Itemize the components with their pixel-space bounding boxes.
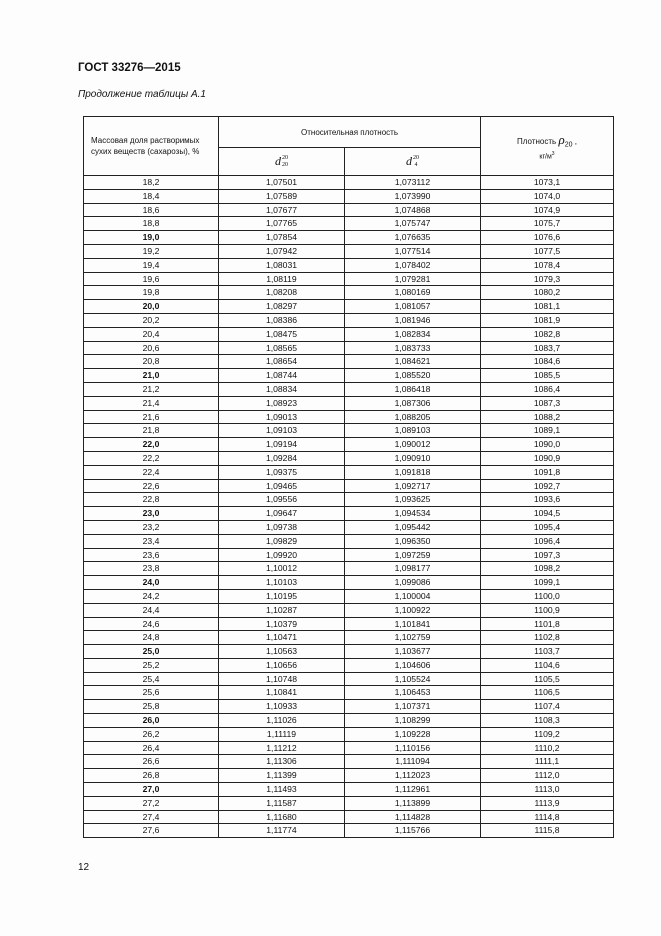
cell-mass-fraction: 25,2 <box>84 658 219 672</box>
cell-d20-4: 1,083733 <box>345 341 481 355</box>
cell-d20-20: 1,10103 <box>219 576 345 590</box>
table-row <box>84 272 614 286</box>
cell-d20-20: 1,08208 <box>219 286 345 300</box>
table-row <box>84 231 614 245</box>
cell-d20-4: 1,111094 <box>345 755 481 769</box>
cell-mass-fraction: 21,4 <box>84 396 219 410</box>
table-row <box>84 548 614 562</box>
cell-d20-20: 1,08923 <box>219 396 345 410</box>
cell-d20-20: 1,10287 <box>219 603 345 617</box>
cell-density: 1113,9 <box>481 796 614 810</box>
cell-d20-4: 1,100004 <box>345 589 481 603</box>
rho-symbol: ρ <box>558 131 565 147</box>
cell-density: 1089,1 <box>481 424 614 438</box>
cell-mass-fraction: 20,2 <box>84 313 219 327</box>
table-row <box>84 451 614 465</box>
cell-density: 1107,4 <box>481 700 614 714</box>
cell-mass-fraction: 20,4 <box>84 327 219 341</box>
table-row <box>84 438 614 452</box>
cell-mass-fraction: 23,2 <box>84 520 219 534</box>
header-mass-fraction: Массовая доля растворимых сухих веществ (сахарозы), % <box>84 117 219 176</box>
cell-d20-20: 1,08386 <box>219 313 345 327</box>
cell-mass-fraction: 21,6 <box>84 410 219 424</box>
cell-density: 1077,5 <box>481 244 614 258</box>
cell-d20-20: 1,11493 <box>219 783 345 797</box>
cell-density: 1086,4 <box>481 382 614 396</box>
table-row <box>84 796 614 810</box>
cell-mass-fraction: 18,2 <box>84 176 219 190</box>
cell-d20-4: 1,112961 <box>345 783 481 797</box>
table-row <box>84 714 614 728</box>
cell-mass-fraction: 26,2 <box>84 727 219 741</box>
cell-d20-20: 1,09920 <box>219 548 345 562</box>
cell-density: 1102,8 <box>481 631 614 645</box>
cell-d20-4: 1,091818 <box>345 465 481 479</box>
cell-d20-4: 1,090012 <box>345 438 481 452</box>
cell-d20-20: 1,07677 <box>219 203 345 217</box>
density-label: Плотность <box>517 136 557 146</box>
cell-density: 1083,7 <box>481 341 614 355</box>
cell-d20-4: 1,113899 <box>345 796 481 810</box>
cell-mass-fraction: 18,6 <box>84 203 219 217</box>
cell-density: 1106,5 <box>481 686 614 700</box>
cell-mass-fraction: 25,4 <box>84 672 219 686</box>
table-row <box>84 645 614 659</box>
cell-d20-20: 1,08654 <box>219 355 345 369</box>
cell-d20-20: 1,08297 <box>219 300 345 314</box>
table-row <box>84 520 614 534</box>
cell-mass-fraction: 26,8 <box>84 769 219 783</box>
table-row <box>84 824 614 838</box>
cell-d20-20: 1,08031 <box>219 258 345 272</box>
cell-d20-20: 1,11119 <box>219 727 345 741</box>
cell-density: 1095,4 <box>481 520 614 534</box>
cell-d20-20: 1,11774 <box>219 824 345 838</box>
cell-d20-4: 1,084621 <box>345 355 481 369</box>
cell-mass-fraction: 21,8 <box>84 424 219 438</box>
table-row <box>84 783 614 797</box>
cell-density: 1084,6 <box>481 355 614 369</box>
cell-d20-20: 1,10012 <box>219 562 345 576</box>
cell-mass-fraction: 24,2 <box>84 589 219 603</box>
cell-d20-20: 1,09738 <box>219 520 345 534</box>
cell-d20-20: 1,10563 <box>219 645 345 659</box>
table-row <box>84 700 614 714</box>
cell-density: 1074,9 <box>481 203 614 217</box>
cell-d20-20: 1,10471 <box>219 631 345 645</box>
cell-d20-20: 1,07854 <box>219 231 345 245</box>
cell-d20-20: 1,10748 <box>219 672 345 686</box>
table-continuation-caption: Продолжение таблицы А.1 <box>78 89 206 100</box>
cell-d20-20: 1,10379 <box>219 617 345 631</box>
cell-d20-20: 1,09194 <box>219 438 345 452</box>
cell-density: 1074,0 <box>481 189 614 203</box>
cell-d20-20: 1,10841 <box>219 686 345 700</box>
cell-d20-4: 1,106453 <box>345 686 481 700</box>
cell-d20-20: 1,08475 <box>219 327 345 341</box>
cell-mass-fraction: 23,8 <box>84 562 219 576</box>
cell-d20-4: 1,099086 <box>345 576 481 590</box>
table-row <box>84 313 614 327</box>
cell-d20-20: 1,11680 <box>219 810 345 824</box>
cell-density: 1073,1 <box>481 176 614 190</box>
table-row <box>84 424 614 438</box>
cell-d20-4: 1,073112 <box>345 176 481 190</box>
cell-mass-fraction: 27,4 <box>84 810 219 824</box>
cell-d20-4: 1,073990 <box>345 189 481 203</box>
cell-d20-4: 1,092717 <box>345 479 481 493</box>
cell-d20-20: 1,07501 <box>219 176 345 190</box>
table-body <box>84 176 614 838</box>
cell-density: 1078,4 <box>481 258 614 272</box>
cell-d20-4: 1,087306 <box>345 396 481 410</box>
cell-density: 1115,8 <box>481 824 614 838</box>
cell-density: 1100,9 <box>481 603 614 617</box>
cell-density: 1091,8 <box>481 465 614 479</box>
cell-mass-fraction: 27,6 <box>84 824 219 838</box>
cell-d20-4: 1,094534 <box>345 507 481 521</box>
table-row <box>84 300 614 314</box>
cell-density: 1114,8 <box>481 810 614 824</box>
symbol-indices <box>282 155 288 169</box>
table-row <box>84 382 614 396</box>
density-unit <box>481 151 613 160</box>
cell-d20-4: 1,075747 <box>345 217 481 231</box>
cell-mass-fraction: 18,8 <box>84 217 219 231</box>
cell-d20-20: 1,08119 <box>219 272 345 286</box>
cell-d20-4: 1,076635 <box>345 231 481 245</box>
cell-d20-20: 1,11587 <box>219 796 345 810</box>
cell-mass-fraction: 24,4 <box>84 603 219 617</box>
table-row <box>84 534 614 548</box>
table-row <box>84 727 614 741</box>
header-d20-20 <box>219 148 345 176</box>
table-row <box>84 286 614 300</box>
cell-density: 1082,8 <box>481 327 614 341</box>
cell-d20-4: 1,096350 <box>345 534 481 548</box>
unit-text: кг/м <box>539 153 552 161</box>
cell-mass-fraction: 27,2 <box>84 796 219 810</box>
cell-d20-4: 1,081057 <box>345 300 481 314</box>
cell-mass-fraction: 19,2 <box>84 244 219 258</box>
cell-density: 1113,0 <box>481 783 614 797</box>
cell-density: 1110,2 <box>481 741 614 755</box>
table-row <box>84 769 614 783</box>
cell-d20-4: 1,090910 <box>345 451 481 465</box>
table-header <box>84 117 614 176</box>
table-row <box>84 672 614 686</box>
table-row <box>84 410 614 424</box>
cell-density: 1080,2 <box>481 286 614 300</box>
header-relative-density: Относительная плотность <box>219 117 481 148</box>
table-row <box>84 810 614 824</box>
cell-d20-4: 1,100922 <box>345 603 481 617</box>
cell-density: 1087,3 <box>481 396 614 410</box>
cell-mass-fraction: 20,0 <box>84 300 219 314</box>
cell-d20-4: 1,110156 <box>345 741 481 755</box>
table-row <box>84 465 614 479</box>
cell-mass-fraction: 20,8 <box>84 355 219 369</box>
cell-mass-fraction: 24,8 <box>84 631 219 645</box>
table-row <box>84 327 614 341</box>
cell-density: 1097,3 <box>481 548 614 562</box>
cell-density: 1104,6 <box>481 658 614 672</box>
cell-d20-4: 1,086418 <box>345 382 481 396</box>
cell-mass-fraction: 27,0 <box>84 783 219 797</box>
cell-d20-4: 1,081946 <box>345 313 481 327</box>
cell-d20-4: 1,108299 <box>345 714 481 728</box>
cell-mass-fraction: 18,4 <box>84 189 219 203</box>
cell-d20-20: 1,09284 <box>219 451 345 465</box>
cell-d20-20: 1,07589 <box>219 189 345 203</box>
table-row <box>84 479 614 493</box>
cell-d20-20: 1,10195 <box>219 589 345 603</box>
cell-mass-fraction: 22,0 <box>84 438 219 452</box>
cell-mass-fraction: 22,2 <box>84 451 219 465</box>
cell-d20-20: 1,08744 <box>219 369 345 383</box>
cell-density: 1109,2 <box>481 727 614 741</box>
cell-d20-20: 1,08565 <box>219 341 345 355</box>
symbol-sup: 20 <box>413 154 419 161</box>
cell-d20-4: 1,089103 <box>345 424 481 438</box>
symbol-indices <box>413 155 419 169</box>
table-row <box>84 217 614 231</box>
cell-mass-fraction: 22,4 <box>84 465 219 479</box>
cell-mass-fraction: 23,0 <box>84 507 219 521</box>
cell-density: 1088,2 <box>481 410 614 424</box>
cell-d20-4: 1,080169 <box>345 286 481 300</box>
cell-d20-20: 1,09829 <box>219 534 345 548</box>
header-density <box>481 117 614 176</box>
cell-density: 1096,4 <box>481 534 614 548</box>
cell-mass-fraction: 19,6 <box>84 272 219 286</box>
cell-d20-20: 1,10933 <box>219 700 345 714</box>
cell-density: 1081,1 <box>481 300 614 314</box>
cell-d20-4: 1,103677 <box>345 645 481 659</box>
cell-mass-fraction: 23,6 <box>84 548 219 562</box>
table-row <box>84 369 614 383</box>
symbol-d20-20 <box>275 154 288 169</box>
cell-d20-20: 1,11399 <box>219 769 345 783</box>
cell-density: 1099,1 <box>481 576 614 590</box>
cell-d20-4: 1,077514 <box>345 244 481 258</box>
cell-d20-4: 1,097259 <box>345 548 481 562</box>
cell-d20-4: 1,079281 <box>345 272 481 286</box>
cell-density: 1105,5 <box>481 672 614 686</box>
cell-d20-20: 1,07765 <box>219 217 345 231</box>
cell-d20-20: 1,09013 <box>219 410 345 424</box>
table-row <box>84 741 614 755</box>
cell-density: 1094,5 <box>481 507 614 521</box>
unit-exponent: 3 <box>551 151 555 158</box>
cell-density: 1075,7 <box>481 217 614 231</box>
cell-mass-fraction: 19,8 <box>84 286 219 300</box>
cell-density: 1076,6 <box>481 231 614 245</box>
cell-mass-fraction: 22,6 <box>84 479 219 493</box>
table-row <box>84 686 614 700</box>
cell-d20-4: 1,095442 <box>345 520 481 534</box>
table-row <box>84 355 614 369</box>
cell-d20-4: 1,093625 <box>345 493 481 507</box>
table-row <box>84 631 614 645</box>
cell-density: 1112,0 <box>481 769 614 783</box>
cell-density: 1081,9 <box>481 313 614 327</box>
cell-density: 1108,3 <box>481 714 614 728</box>
cell-mass-fraction: 19,4 <box>84 258 219 272</box>
cell-d20-4: 1,107371 <box>345 700 481 714</box>
cell-density: 1111,1 <box>481 755 614 769</box>
cell-mass-fraction: 21,2 <box>84 382 219 396</box>
cell-mass-fraction: 22,8 <box>84 493 219 507</box>
table-row <box>84 258 614 272</box>
cell-mass-fraction: 25,8 <box>84 700 219 714</box>
symbol-sub: 20 <box>282 161 288 168</box>
cell-d20-4: 1,102759 <box>345 631 481 645</box>
cell-mass-fraction: 24,6 <box>84 617 219 631</box>
symbol-base: d <box>275 154 281 168</box>
cell-d20-4: 1,074868 <box>345 203 481 217</box>
cell-density: 1093,6 <box>481 493 614 507</box>
cell-mass-fraction: 23,4 <box>84 534 219 548</box>
cell-d20-4: 1,088205 <box>345 410 481 424</box>
rho-subscript: 20 <box>564 141 573 149</box>
cell-mass-fraction: 25,6 <box>84 686 219 700</box>
table-row <box>84 589 614 603</box>
table-row <box>84 658 614 672</box>
cell-d20-4: 1,114828 <box>345 810 481 824</box>
cell-d20-4: 1,085520 <box>345 369 481 383</box>
cell-d20-20: 1,09103 <box>219 424 345 438</box>
cell-d20-20: 1,09465 <box>219 479 345 493</box>
cell-density: 1101,8 <box>481 617 614 631</box>
cell-d20-4: 1,105524 <box>345 672 481 686</box>
cell-d20-20: 1,11026 <box>219 714 345 728</box>
symbol-sub: 4 <box>414 161 418 168</box>
table-row <box>84 176 614 190</box>
density-table <box>83 116 614 838</box>
symbol-base: d <box>406 154 412 168</box>
cell-d20-20: 1,09647 <box>219 507 345 521</box>
cell-density: 1090,0 <box>481 438 614 452</box>
cell-mass-fraction: 21,0 <box>84 369 219 383</box>
cell-d20-4: 1,101841 <box>345 617 481 631</box>
cell-mass-fraction: 25,0 <box>84 645 219 659</box>
cell-mass-fraction: 20,6 <box>84 341 219 355</box>
density-comma: , <box>574 136 577 146</box>
cell-density: 1085,5 <box>481 369 614 383</box>
cell-d20-20: 1,11306 <box>219 755 345 769</box>
cell-mass-fraction: 26,6 <box>84 755 219 769</box>
cell-d20-20: 1,09375 <box>219 465 345 479</box>
table-row <box>84 189 614 203</box>
table-row <box>84 396 614 410</box>
table-row <box>84 617 614 631</box>
cell-d20-4: 1,082834 <box>345 327 481 341</box>
cell-mass-fraction: 24,0 <box>84 576 219 590</box>
cell-d20-20: 1,10656 <box>219 658 345 672</box>
table-row <box>84 341 614 355</box>
cell-density: 1098,2 <box>481 562 614 576</box>
table-row <box>84 562 614 576</box>
table-row <box>84 203 614 217</box>
table-row <box>84 507 614 521</box>
cell-d20-20: 1,08834 <box>219 382 345 396</box>
cell-d20-4: 1,109228 <box>345 727 481 741</box>
cell-d20-4: 1,112023 <box>345 769 481 783</box>
cell-d20-4: 1,098177 <box>345 562 481 576</box>
cell-mass-fraction: 26,4 <box>84 741 219 755</box>
standard-title: ГОСТ 33276—2015 <box>78 62 181 74</box>
page-number: 12 <box>78 862 90 873</box>
table-row <box>84 493 614 507</box>
cell-density: 1092,7 <box>481 479 614 493</box>
cell-d20-4: 1,115766 <box>345 824 481 838</box>
table-row <box>84 603 614 617</box>
table-row <box>84 244 614 258</box>
cell-mass-fraction: 19,0 <box>84 231 219 245</box>
cell-d20-20: 1,07942 <box>219 244 345 258</box>
cell-density: 1103,7 <box>481 645 614 659</box>
cell-density: 1079,3 <box>481 272 614 286</box>
cell-d20-20: 1,09556 <box>219 493 345 507</box>
cell-mass-fraction: 26,0 <box>84 714 219 728</box>
header-d20-4 <box>345 148 481 176</box>
cell-d20-4: 1,078402 <box>345 258 481 272</box>
cell-density: 1090,9 <box>481 451 614 465</box>
symbol-d20-4 <box>406 154 419 169</box>
table-row <box>84 755 614 769</box>
cell-d20-4: 1,104606 <box>345 658 481 672</box>
cell-density: 1100,0 <box>481 589 614 603</box>
symbol-sup: 20 <box>282 154 288 161</box>
table-row <box>84 576 614 590</box>
cell-d20-20: 1,11212 <box>219 741 345 755</box>
